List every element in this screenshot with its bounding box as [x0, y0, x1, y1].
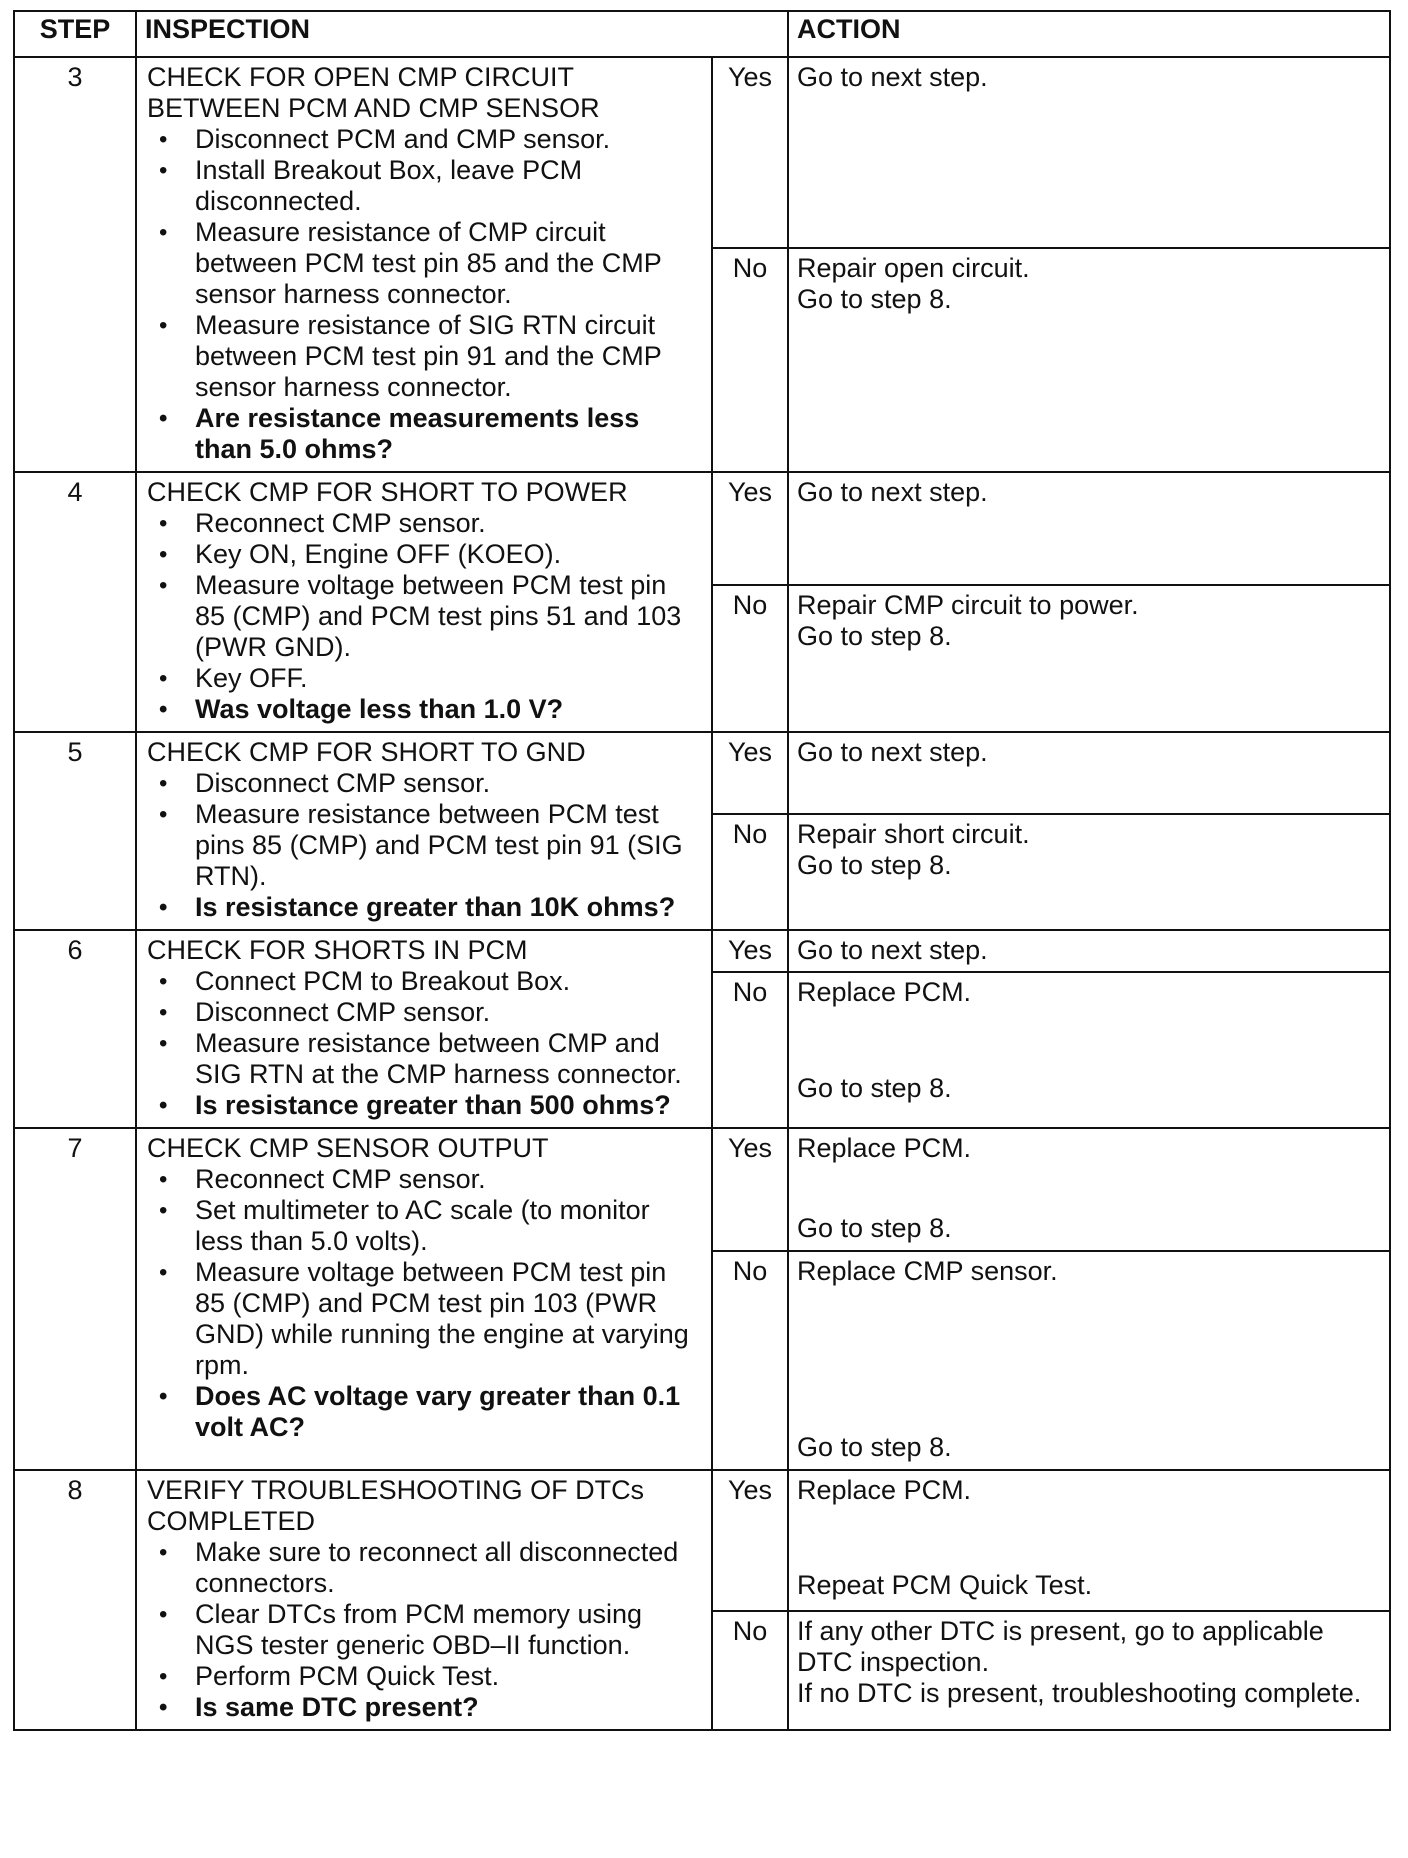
inspection-cell [136, 930, 712, 1128]
yes-action-lines [797, 935, 1381, 965]
inspection-list [147, 1537, 703, 1723]
step-row [14, 930, 1390, 972]
no-label: No [712, 814, 788, 930]
action-line: Go to step 8. [797, 1213, 952, 1243]
no-action [788, 1251, 1390, 1470]
action-line: Replace PCM. [797, 976, 972, 1007]
yes-action-lines [797, 1133, 1381, 1244]
action-line: Go to step 8. [797, 621, 952, 652]
no-action [788, 1611, 1390, 1730]
action-line: Go to next step. [797, 62, 988, 92]
troubleshooting-table [13, 10, 1391, 1731]
inspection-cell [136, 1470, 712, 1730]
step-number: 7 [14, 1128, 136, 1470]
action-line: If no DTC is present, troubleshooting complete. [797, 1678, 1362, 1709]
no-action [788, 248, 1390, 472]
no-action [788, 972, 1390, 1128]
inspection-title: CHECK CMP FOR SHORT TO GND [147, 737, 586, 767]
yes-action [788, 1128, 1390, 1251]
inspection-bullet: • Install Breakout Box, leave PCM disconnected. [147, 155, 703, 217]
inspection-bullet: • Disconnect CMP sensor. [147, 997, 703, 1028]
no-action-lines [797, 590, 1381, 701]
inspection-title: CHECK CMP FOR SHORT TO POWER [147, 477, 628, 507]
yes-label: Yes [712, 472, 788, 585]
inspection-bullet: • Is resistance greater than 10K ohms? [147, 892, 703, 923]
yes-action [788, 472, 1390, 585]
no-action-lines [797, 977, 1381, 1104]
yes-label: Yes [712, 1470, 788, 1611]
inspection-list [147, 1164, 703, 1443]
no-action-lines [797, 1616, 1381, 1720]
step-number: 5 [14, 732, 136, 930]
inspection-bullet: • Measure voltage between PCM test pin 85 (CMP) and PCM test pins 51 and 103 (PWR GND). [147, 570, 703, 663]
inspection-bullet: • Disconnect PCM and CMP sensor. [147, 124, 703, 155]
inspection-bullet: • Measure voltage between PCM test pin 85 (CMP) and PCM test pin 103 (PWR GND) while running the engine at varying rpm. [147, 1257, 703, 1381]
action-line: Go to step 8. [797, 1072, 952, 1103]
no-action [788, 585, 1390, 732]
yes-action-lines [797, 62, 1381, 210]
header-step: STEP [14, 11, 136, 57]
no-action [788, 814, 1390, 930]
inspection-title: CHECK CMP SENSOR OUTPUT [147, 1133, 549, 1163]
header-inspection: INSPECTION [136, 11, 788, 57]
no-action-lines [797, 253, 1381, 428]
inspection-bullet: • Is resistance greater than 500 ohms? [147, 1090, 703, 1121]
inspection-bullet: • Measure resistance between CMP and SIG RTN at the CMP harness connector. [147, 1028, 703, 1090]
action-line: Go to next step. [797, 737, 988, 767]
inspection-list [147, 124, 703, 465]
no-action-lines [797, 819, 1381, 905]
inspection-bullet: • Does AC voltage vary greater than 0.1 volt AC? [147, 1381, 703, 1443]
action-line: Go to next step. [797, 477, 988, 507]
yes-label: Yes [712, 1128, 788, 1251]
yes-label: Yes [712, 57, 788, 248]
inspection-bullet: • Set multimeter to AC scale (to monitor less than 5.0 volts). [147, 1195, 703, 1257]
step-row [14, 732, 1390, 814]
no-label: No [712, 972, 788, 1128]
step-row [14, 1128, 1390, 1251]
no-label: No [712, 248, 788, 472]
inspection-bullet: • Reconnect CMP sensor. [147, 1164, 703, 1195]
no-label: No [712, 1611, 788, 1730]
yes-action [788, 732, 1390, 814]
action-line: Replace PCM. [797, 1133, 972, 1163]
step-row [14, 1470, 1390, 1611]
step-number: 6 [14, 930, 136, 1128]
step-number: 8 [14, 1470, 136, 1730]
header-row [14, 11, 1390, 57]
inspection-bullet: • Key ON, Engine OFF (KOEO). [147, 539, 703, 570]
inspection-list [147, 768, 703, 923]
inspection-bullet: • Measure resistance of SIG RTN circuit between PCM test pin 91 and the CMP sensor harness connector. [147, 310, 703, 403]
action-line: If any other DTC is present, go to applicable DTC inspection. [797, 1616, 1324, 1678]
inspection-bullet: • Clear DTCs from PCM memory using NGS tester generic OBD–II function. [147, 1599, 703, 1661]
inspection-bullet: • Connect PCM to Breakout Box. [147, 966, 703, 997]
inspection-bullet: • Are resistance measurements less than 5.0 ohms? [147, 403, 703, 465]
action-line: Repeat PCM Quick Test. [797, 1570, 1093, 1600]
inspection-title: VERIFY TROUBLESHOOTING OF DTCs COMPLETED [147, 1475, 645, 1536]
inspection-bullet: • Reconnect CMP sensor. [147, 508, 703, 539]
action-line: Repair CMP circuit to power. [797, 590, 1139, 621]
yes-action-lines [797, 477, 1381, 560]
yes-label: Yes [712, 732, 788, 814]
inspection-list [147, 966, 703, 1121]
inspection-title: CHECK FOR SHORTS IN PCM [147, 935, 528, 965]
action-line: Repair open circuit. [797, 253, 1030, 284]
inspection-cell [136, 472, 712, 732]
step-number: 4 [14, 472, 136, 732]
inspection-bullet: • Key OFF. [147, 663, 703, 694]
inspection-bullet: • Disconnect CMP sensor. [147, 768, 703, 799]
inspection-bullet: • Is same DTC present? [147, 1692, 703, 1723]
action-line: Go to step 8. [797, 1432, 952, 1462]
step-row [14, 472, 1390, 585]
action-line: Go to step 8. [797, 284, 952, 315]
inspection-list [147, 508, 703, 725]
inspection-bullet: • Was voltage less than 1.0 V? [147, 694, 703, 725]
step-number: 3 [14, 57, 136, 472]
yes-action-lines [797, 737, 1381, 794]
inspection-bullet: • Make sure to reconnect all disconnected connectors. [147, 1537, 703, 1599]
action-line: Go to next step. [797, 935, 988, 965]
action-line: Repair short circuit. [797, 818, 1030, 849]
action-line: Replace CMP sensor. [797, 1256, 1058, 1286]
yes-label: Yes [712, 930, 788, 972]
inspection-cell [136, 57, 712, 472]
inspection-bullet: • Measure resistance of CMP circuit between PCM test pin 85 and the CMP sensor harness connector. [147, 217, 703, 310]
no-label: No [712, 1251, 788, 1470]
no-action-lines [797, 1256, 1381, 1463]
inspection-bullet: • Measure resistance between PCM test pins 85 (CMP) and PCM test pin 91 (SIG RTN). [147, 799, 703, 892]
inspection-cell [136, 732, 712, 930]
no-label: No [712, 585, 788, 732]
yes-action [788, 930, 1390, 972]
step-row [14, 57, 1390, 248]
inspection-cell [136, 1128, 712, 1470]
yes-action [788, 1470, 1390, 1611]
header-action: ACTION [788, 11, 1390, 57]
yes-action [788, 57, 1390, 248]
yes-action-lines [797, 1475, 1381, 1601]
inspection-bullet: • Perform PCM Quick Test. [147, 1661, 703, 1692]
inspection-title: CHECK FOR OPEN CMP CIRCUIT BETWEEN PCM AND CMP SENSOR [147, 62, 600, 123]
action-line: Go to step 8. [797, 849, 952, 880]
action-line: Replace PCM. [797, 1475, 972, 1505]
